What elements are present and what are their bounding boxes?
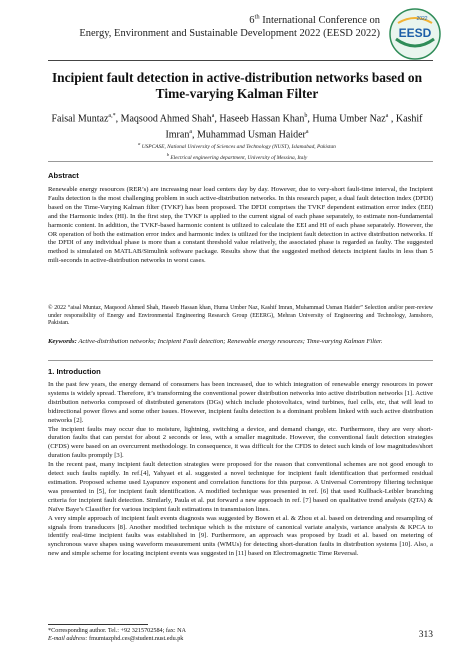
introduction-body [48,381,433,559]
divider-top [48,161,433,162]
keywords [48,338,433,347]
author-affiliation-mark: b [304,113,308,119]
abstract-body [48,186,433,266]
paper-title: Incipient fault detection in active-distribution networks based on Time-varying Kalman Filter [51,70,423,101]
logo-year: 2022 [416,16,428,22]
affiliations [60,140,414,162]
keywords-text: Active-distribution networks; Incipient Fault detection; Renewable energy resources; Time-varying Kalman Filter. [76,338,383,345]
introduction-heading: 1. Introduction [48,367,101,376]
author-affiliation-mark: a [385,113,389,119]
author-name: Faisal Muntaz [51,113,109,125]
email-label: E-mail address: [48,635,88,643]
author-affiliation-mark: a [211,113,215,119]
author-name: Kashif Imran [165,113,423,141]
footnote-divider [48,624,148,625]
author-affiliation-mark: a [189,128,192,135]
author-name: Muhammad Usman Haider [197,129,306,141]
author-name: Huma Umber Naz [312,113,386,125]
footnote [48,627,348,643]
copyright-notice [48,305,433,328]
intro-paragraph-4: A very simple approach of incipient fault events diagnosis was suggested by Bowen et al. & Zhou et al. based on detrending and resampling of signals from transducers [8]. Another modified technique which is the mixture of canonical variate analysis, variance analysis & KPCA to identify real-time incipient faults was established in [9]. Furthermore, an approach was proposed by Izadi et al. based on metering of synchronous wave shapes using waveform measurement units (WMUs) for detecting short-duration faults in distribution systems [10]. Also, a new and simple scheme for locating incipient events was suggested in [11] based on Electromagnetic Time Reversal. [48,514,433,558]
divider-bottom [48,360,433,361]
affiliation-line [60,151,414,162]
abstract-heading: Abstract [48,171,79,180]
affiliation-text: Electrical engineering department, University of Messina, Italy [169,154,308,161]
email-address[interactable]: fmumtazphd.ces@student.nust.edu.pk [87,635,184,643]
intro-paragraph-3: In the recent past, many incipient fault detection strategies were proposed for the reason that conventional schemes are not good enough to detect such faults rapidly. In ref.[4], Yahyaei et al. suggested a novel technique for incipient fault identification that performed residual estimation. Proposed scheme used Lyapunov exponent and correlation functions for this purpose. A Universal Correntropy filtering technique was presented in [5], for incipient fault identification. A modified technique was presented in ref. [6] that used Kullback-Leibler branching criteria for incipient fault detection. Similarly, Paula et al. put forward a new approach in ref. [7] based on qualitative trend analysis (QTA) & Naïve Baye’s Classifier for various incipient fault estimations in transmission lines. [48,461,433,513]
author-name: Haseeb Hassan Khan [219,113,305,125]
logo-text: EESD [398,26,432,40]
affiliation-text: USPCASE, National University of Sciences and Technology (NUST), Islamabad, Pakistan [140,143,336,150]
conference-ordinal-number: 6 [249,15,255,26]
page-number: 313 [418,630,433,640]
corresponding-marker: * [48,627,52,634]
author-list: Faisal Muntaz$^{a,*}$, Maqsood Ahmed Shah$^a$, Haseeb Hassan Khan$^b$, Huma Umber Naz$^a$ , Kashif Imran$^a$, Muhammad Usman Haider$^a$ [51,113,423,141]
affiliation-mark: b [166,151,170,157]
affiliation-mark: a [138,141,141,146]
conference-line-1: International Conference on [259,15,380,26]
conference-header [60,14,380,40]
eesd-logo [388,7,442,61]
copyright-text: © 2022 “aisal Muntaz, Maqsood Ahmed Shah, Haseeb Hassan khan, Huma Umber Naz, Kashif Imran, Muhammad Usman Haider” Selection and/or peer-review under responsibility of Energy and Environmental Engineering Research Group (EEERG), Mehran University of Engineering and Technology, Jamshoro, Pakistan. [48,305,433,327]
corresponding-author: Corresponding author. Tel.: +92 3215702584; fax: NA [51,627,187,634]
conference-ordinal-suffix: th [254,13,260,21]
header-divider [48,60,433,61]
abstract-text: Renewable energy resources (RER’s) are increasing near load centers day by day. However, due to very-short fault-time interval, the Incipient Faults detection is the most challenging problem in such active-distribution networks. In this research paper, a dual fault detection index (DFDI) based on the Time-Varying Kalman filter (TVKF) has been proposed. The DFDI comprises the TVKF dependent estimation error index (EEI) and the Harmonic index (HI). In the first step, the TVKF is applied to the current signal of each phase separately, to estimate non-fundamental harmonic content. In addition, the TVKF-based harmonic content is utilized to calculate the EEI and HI of each phase separately. However, the OR operation of both the estimation error index and harmonic index is utilized for the incipient fault detection in active distribution networks. If the DFDI of any individual phase is more than a constant threshold value relatively, the associated phase is regarded as faulty. The suggested method is simulated on MATLAB/Simulink software package. Results show that the suggested method detects incipient faults in less than 5 mili-seconds in active-distribution networks in worst cases. [48,186,433,265]
conference-line-2: Energy, Environment and Sustainable Development 2022 (EESD 2022) [79,28,380,39]
author-name: Maqsood Ahmed Shah [120,113,212,125]
author-affiliation-mark: a [305,128,309,135]
author-affiliation-mark: a,* [108,113,116,119]
intro-paragraph-1: In the past few years, the energy demand of consumers has been increased, due to which integration of renewable energy resources in power systems is widely spread. Therefore, it’s transforming the conventional power distribution networks into active distribution networks [1]. Active distribution networks composed of distributed generators (DGs) which include photovoltaics, wind turbines, fuel cells, etc, that will lead to bidirectional power flows and some other issues. However, incipient faults detection is a dominant problem linked with such active distribution networks [2]. [48,381,433,424]
intro-paragraph-2: The incipient faults may occur due to moisture, lightning, switching a device, and demand change, etc. Furthermore, they are very short-duration faults that can persist for about 2 seconds or less, with a smaller magnitude. However, the conventional fault detection strategies (CFDS) were based on an overcurrent methodology. In consequence, it was difficult for the CFDS to detect such kinds of low magnitudes/short duration faults promptly [3]. [48,425,433,460]
affiliation-line [60,140,414,151]
keywords-label: Keywords: [48,338,77,345]
